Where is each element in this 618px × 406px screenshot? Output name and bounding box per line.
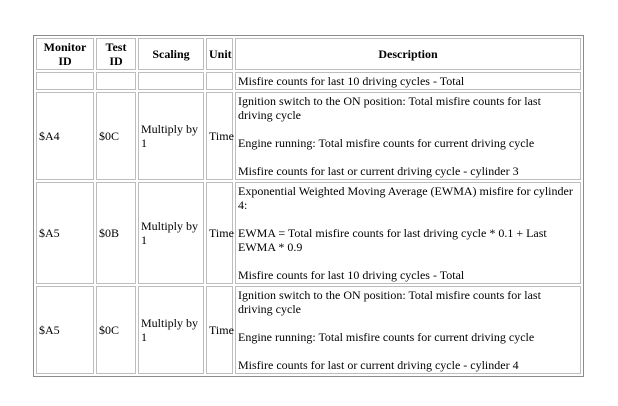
description-line: Engine running: Total misfire counts for current driving cycle <box>238 136 535 150</box>
description-line: Misfire counts for last 10 driving cycles - Total <box>238 74 465 88</box>
cell-test-id <box>96 72 136 90</box>
description-line: Exponential Weighted Moving Average (EWMA) misfire for cylinder 4: <box>238 184 573 212</box>
cell-scaling: Multiply by 1 <box>138 286 204 374</box>
description-line: Misfire counts for last 10 driving cycles - Total <box>238 268 465 282</box>
table-row <box>36 182 581 284</box>
cell-monitor-id <box>36 72 94 90</box>
description-line: Misfire counts for last or current driving cycle - cylinder 3 <box>238 164 519 178</box>
cell-monitor-id: $A5 <box>36 182 94 284</box>
cell-test-id: $0B <box>96 182 136 284</box>
cell-description <box>235 286 581 374</box>
cell-description <box>235 72 581 90</box>
monitor-table <box>33 35 584 377</box>
cell-unit: Time <box>206 182 233 284</box>
cell-unit: Time <box>206 286 233 374</box>
description-line: Misfire counts for last or current driving cycle - cylinder 4 <box>238 358 519 372</box>
cell-unit: Time <box>206 92 233 180</box>
monitor-table-container <box>33 35 584 377</box>
header-description: Description <box>235 38 581 70</box>
cell-test-id: $0C <box>96 286 136 374</box>
description-line: EWMA = Total misfire counts for last driving cycle * 0.1 + Last EWMA * 0.9 <box>238 226 547 254</box>
cell-monitor-id: $A5 <box>36 286 94 374</box>
cell-scaling: Multiply by 1 <box>138 92 204 180</box>
description-line: Ignition switch to the ON position: Total misfire counts for last driving cycle <box>238 94 541 122</box>
description-line: Ignition switch to the ON position: Total misfire counts for last driving cycle <box>238 288 541 316</box>
cell-description <box>235 92 581 180</box>
table-row <box>36 92 581 180</box>
cell-scaling <box>138 72 204 90</box>
header-unit: Unit <box>206 38 233 70</box>
cell-unit <box>206 72 233 90</box>
table-header-row <box>36 38 581 70</box>
header-monitor-id: Monitor ID <box>36 38 94 70</box>
cell-scaling: Multiply by 1 <box>138 182 204 284</box>
cell-test-id: $0C <box>96 92 136 180</box>
table-row <box>36 286 581 374</box>
cell-description <box>235 182 581 284</box>
cell-monitor-id: $A4 <box>36 92 94 180</box>
table-row <box>36 72 581 90</box>
description-line: Engine running: Total misfire counts for current driving cycle <box>238 330 535 344</box>
header-test-id: Test ID <box>96 38 136 70</box>
header-scaling: Scaling <box>138 38 204 70</box>
